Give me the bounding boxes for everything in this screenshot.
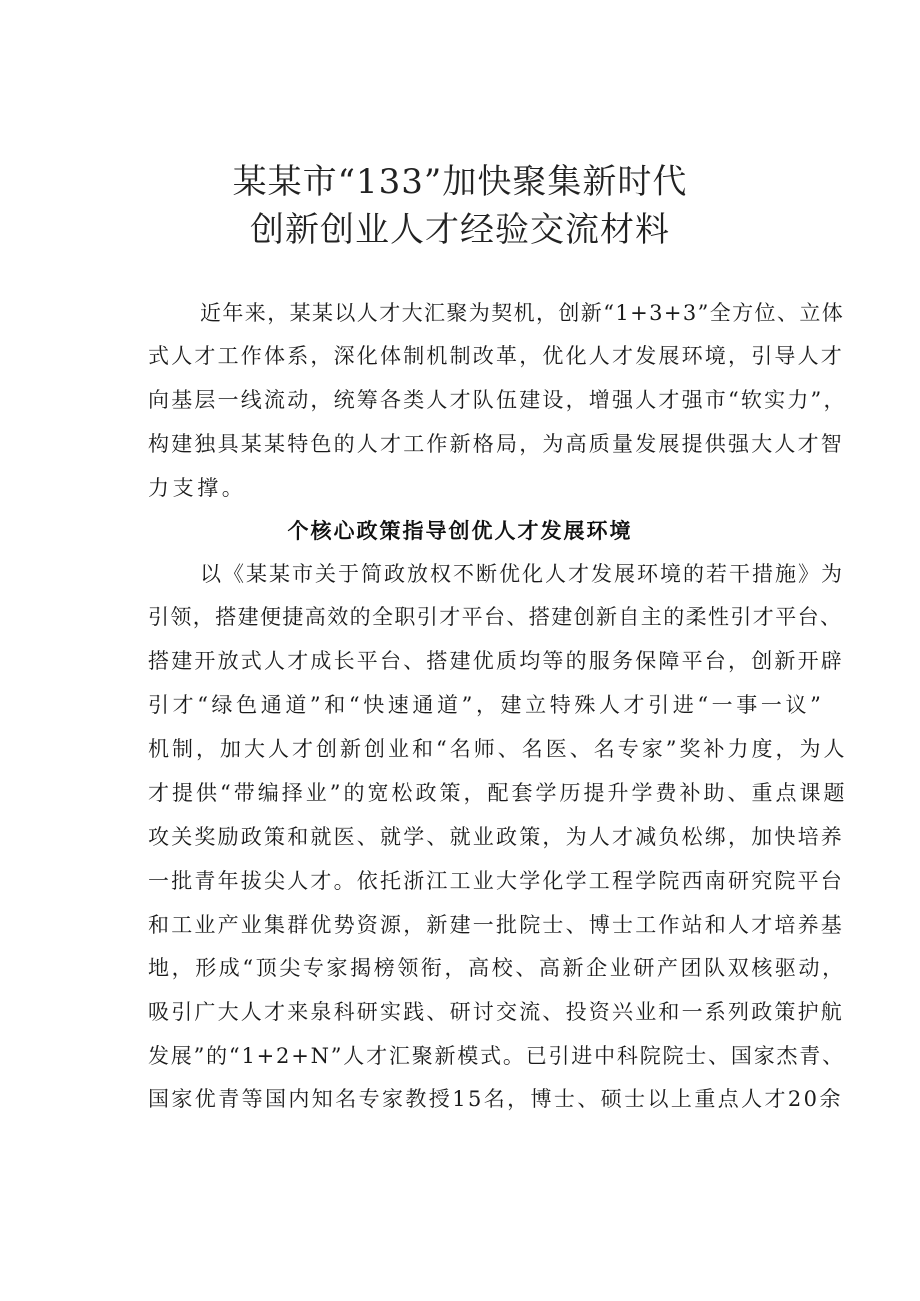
body-line: 攻关奖励政策和就医、就学、就业政策，为人才减负松绑，加快培养	[148, 825, 844, 849]
body-line: 以《某某市关于简政放权不断优化人才发展环境的若干措施》为	[200, 562, 844, 586]
body-line: 才提供“带编择业”的宽松政策，配套学历提升学费补助、重点课题	[148, 781, 848, 805]
intro-line: 式人才工作体系，深化体制机制改革，优化人才发展环境，引导人才	[148, 344, 844, 368]
body-line: 搭建开放式人才成长平台、搭建优质均等的服务保障平台，创新开辟	[148, 649, 844, 673]
body-line: 和工业产业集群优势资源，新建一批院士、博士工作站和人才培养基	[148, 913, 844, 937]
body-line: 吸引广大人才来泉科研实践、研讨交流、投资兴业和一系列政策护航	[148, 1000, 844, 1024]
body-line: 机制，加大人才创新创业和“名师、名医、名专家”奖补力度，为人	[148, 737, 848, 761]
body-line: 一批青年拔尖人才。依托浙江工业大学化学工程学院西南研究院平台	[148, 869, 844, 893]
intro-line: 力支撑。	[148, 476, 247, 500]
body-line: 引才“绿色通道”和“快速通道”，建立特殊人才引进“一事一议”	[148, 693, 825, 717]
section-heading: 个核心政策指导创优人才发展环境	[287, 518, 633, 543]
body-line: 引领，搭建便捷高效的全职引才平台、搭建创新自主的柔性引才平台、	[148, 605, 843, 629]
intro-line: 构建独具某某特色的人才工作新格局，为高质量发展提供强大人才智	[148, 432, 844, 456]
body-line: 地，形成“顶尖专家揭榜领衔，高校、高新企业研产团队双核驱动，	[148, 956, 846, 980]
title-line-1: 某某市“133”加快聚集新时代	[232, 162, 688, 202]
intro-line: 近年来，某某以人才大汇聚为契机，创新“1+3+3”全方位、立体	[200, 301, 845, 325]
title-line-2: 创新创业人才经验交流材料	[250, 210, 670, 250]
body-line: 国家优青等国内知名专家教授15名，博士、硕士以上重点人才20余	[148, 1087, 843, 1111]
body-line: 发展”的“1+2+N”人才汇聚新模式。已引进中科院院士、国家杰青、	[148, 1044, 845, 1068]
intro-line: 向基层一线流动，统筹各类人才队伍建设，增强人才强市“软实力”，	[148, 388, 847, 412]
